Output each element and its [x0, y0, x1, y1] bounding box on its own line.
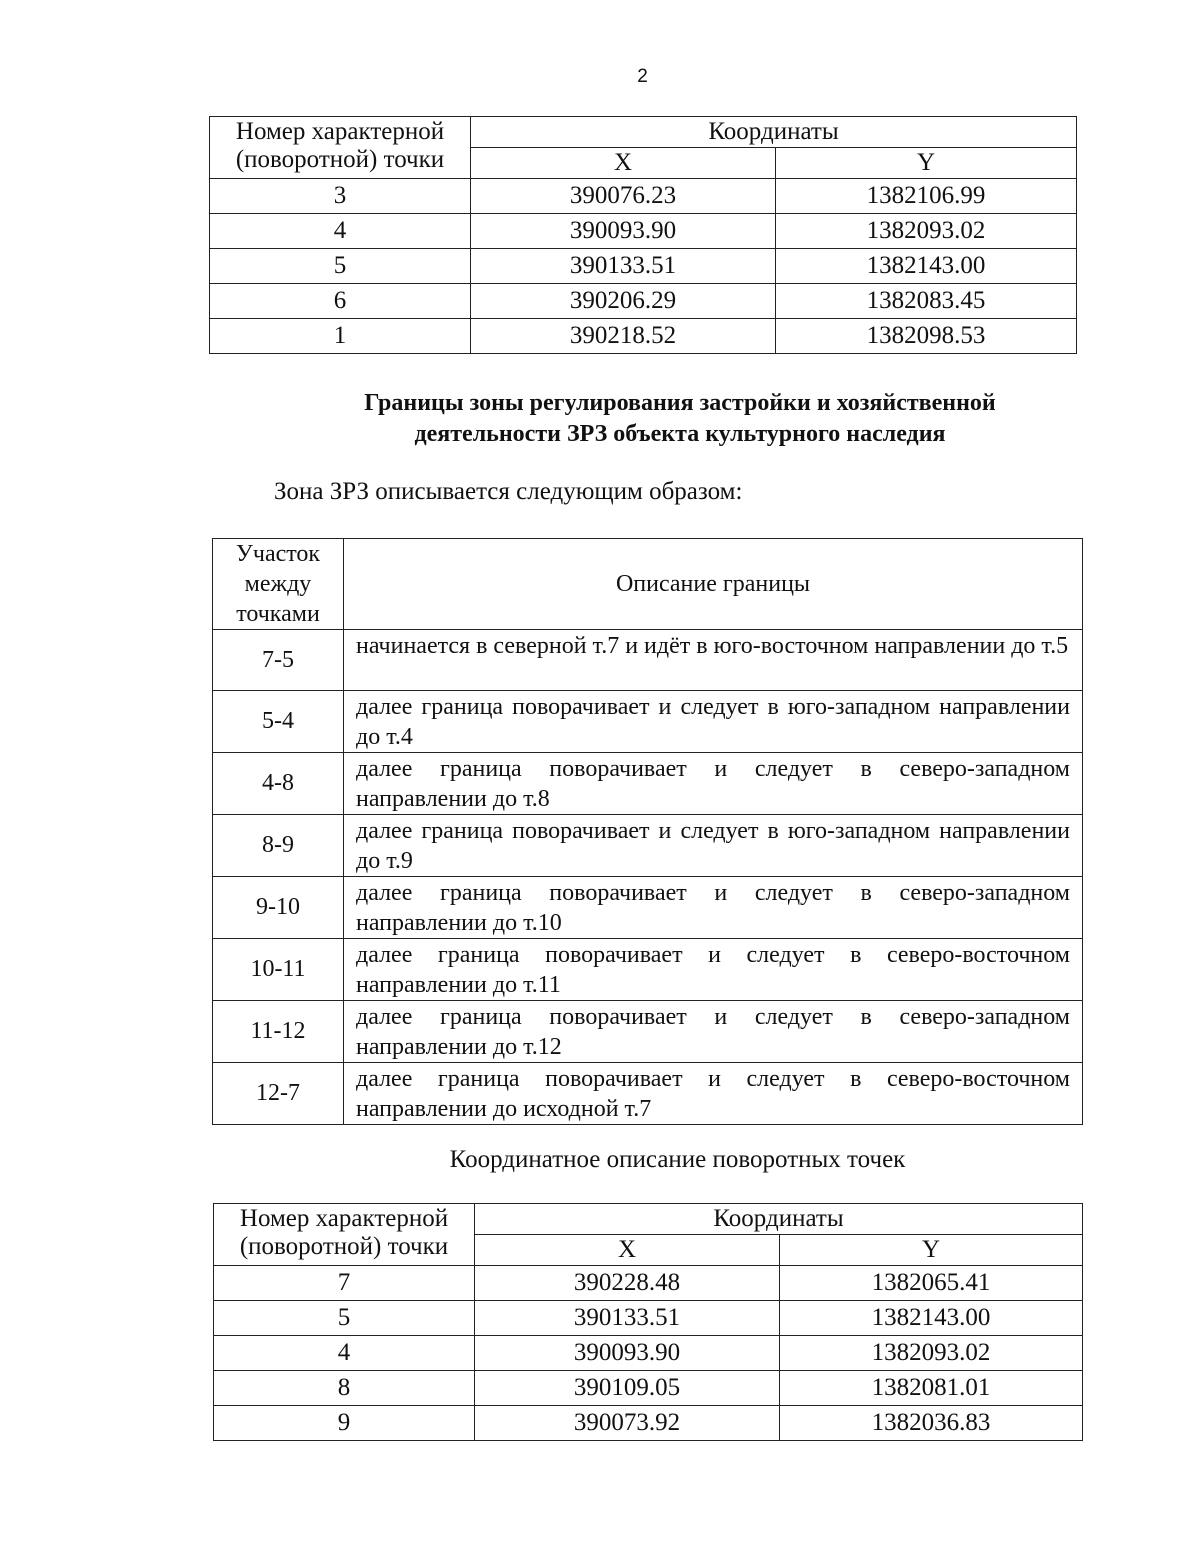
coordinates-table-1 — [209, 116, 1077, 354]
table-body — [213, 630, 1083, 1125]
segment-cell: 5-4 — [213, 691, 344, 753]
x-coordinate-cell: 390218.52 — [471, 319, 776, 354]
table-row — [213, 1063, 1083, 1125]
intro-text: Зона ЗРЗ описывается следующим образом: — [274, 478, 743, 505]
y-header: Y — [776, 148, 1077, 179]
description-cell: далее граница поворачивает и следует в северо-западном направлении до т.10 — [344, 877, 1083, 939]
point-number-cell: 4 — [214, 1336, 475, 1371]
coordinates-table-2 — [213, 1203, 1083, 1441]
table-header-row — [210, 117, 1077, 148]
table-row — [214, 1301, 1083, 1336]
point-number-cell: 5 — [214, 1301, 475, 1336]
x-header: X — [471, 148, 776, 179]
table-row — [213, 753, 1083, 815]
segment-cell: 10-11 — [213, 939, 344, 1001]
point-label-line2: (поворотной) точки — [235, 146, 445, 173]
point-number-cell: 1 — [210, 319, 471, 354]
point-number-header — [214, 1204, 475, 1266]
description-cell: далее граница поворачивает и следует в юго-западном направлении до т.9 — [344, 815, 1083, 877]
description-cell: начинается в северной т.7 и идёт в юго-восточном направлении до т.5 — [344, 630, 1083, 691]
x-coordinate-cell: 390206.29 — [471, 284, 776, 319]
section-heading-line2: деятельности ЗРЗ объекта культурного наследия — [414, 421, 946, 447]
y-coordinate-cell: 1382083.45 — [776, 284, 1077, 319]
coordinates-subtitle: Координатное описание поворотных точек — [449, 1146, 906, 1173]
point-label-line1: Номер характерной — [239, 1205, 449, 1232]
table-row — [213, 939, 1083, 1001]
table-row — [213, 815, 1083, 877]
point-number-cell: 3 — [210, 179, 471, 214]
point-number-cell: 9 — [214, 1406, 475, 1441]
x-coordinate-cell: 390133.51 — [471, 249, 776, 284]
description-cell: далее граница поворачивает и следует в северо-восточном направлении до т.11 — [344, 939, 1083, 1001]
x-coordinate-cell: 390093.90 — [471, 214, 776, 249]
description-header: Описание границы — [344, 539, 1083, 630]
segment-cell: 4-8 — [213, 753, 344, 815]
table-row — [210, 179, 1077, 214]
y-coordinate-cell: 1382093.02 — [776, 214, 1077, 249]
table-row — [210, 319, 1077, 354]
description-cell: далее граница поворачивает и следует в северо-западном направлении до т.12 — [344, 1001, 1083, 1063]
point-number-header — [210, 117, 471, 179]
y-coordinate-cell: 1382036.83 — [780, 1406, 1083, 1441]
table-row — [214, 1336, 1083, 1371]
table-body — [214, 1266, 1083, 1441]
x-coordinate-cell: 390133.51 — [475, 1301, 780, 1336]
y-coordinate-cell: 1382065.41 — [780, 1266, 1083, 1301]
y-coordinate-cell: 1382106.99 — [776, 179, 1077, 214]
x-coordinate-cell: 390073.92 — [475, 1406, 780, 1441]
table-row — [214, 1371, 1083, 1406]
point-label-line1: Номер характерной — [235, 118, 445, 145]
table-header-row — [214, 1204, 1083, 1235]
point-label-line2: (поворотной) точки — [239, 1233, 449, 1260]
point-number-cell: 5 — [210, 249, 471, 284]
point-number-cell: 8 — [214, 1371, 475, 1406]
table-row — [210, 249, 1077, 284]
y-coordinate-cell: 1382098.53 — [776, 319, 1077, 354]
section-heading — [300, 388, 1060, 450]
section-heading-line1: Границы зоны регулирования застройки и хозяйственной — [364, 390, 996, 416]
description-cell: далее граница поворачивает и следует в юго-западном направлении до т.4 — [344, 691, 1083, 753]
y-header: Y — [780, 1235, 1083, 1266]
point-number-cell: 6 — [210, 284, 471, 319]
segment-cell: 9-10 — [213, 877, 344, 939]
table-row — [210, 214, 1077, 249]
segment-header-line3: точками — [236, 601, 320, 627]
description-cell: далее граница поворачивает и следует в северо-восточном направлении до исходной т.7 — [344, 1063, 1083, 1125]
table-row — [213, 1001, 1083, 1063]
segment-cell: 8-9 — [213, 815, 344, 877]
point-number-cell: 4 — [210, 214, 471, 249]
table-row — [210, 284, 1077, 319]
coordinates-header: Координаты — [475, 1204, 1083, 1235]
y-coordinate-cell: 1382093.02 — [780, 1336, 1083, 1371]
table-row — [214, 1266, 1083, 1301]
y-coordinate-cell: 1382143.00 — [780, 1301, 1083, 1336]
table-row — [213, 630, 1083, 691]
x-header: X — [475, 1235, 780, 1266]
description-cell: далее граница поворачивает и следует в северо-западном направлении до т.8 — [344, 753, 1083, 815]
x-coordinate-cell: 390093.90 — [475, 1336, 780, 1371]
y-coordinate-cell: 1382081.01 — [780, 1371, 1083, 1406]
boundary-description-table — [212, 538, 1083, 1125]
segment-header-line1: Участок — [235, 541, 321, 567]
table-row — [214, 1406, 1083, 1441]
table-row — [213, 691, 1083, 753]
x-coordinate-cell: 390109.05 — [475, 1371, 780, 1406]
coordinates-header: Координаты — [471, 117, 1077, 148]
x-coordinate-cell: 390076.23 — [471, 179, 776, 214]
table-header-row — [213, 539, 1083, 630]
segment-header — [213, 539, 344, 630]
segment-cell: 11-12 — [213, 1001, 344, 1063]
segment-header-line2: между — [244, 571, 312, 597]
x-coordinate-cell: 390228.48 — [475, 1266, 780, 1301]
segment-cell: 12-7 — [213, 1063, 344, 1125]
point-number-cell: 7 — [214, 1266, 475, 1301]
segment-cell: 7-5 — [213, 630, 344, 691]
table-row — [213, 877, 1083, 939]
table-body — [210, 179, 1077, 354]
page-number: 2 — [637, 66, 648, 87]
y-coordinate-cell: 1382143.00 — [776, 249, 1077, 284]
